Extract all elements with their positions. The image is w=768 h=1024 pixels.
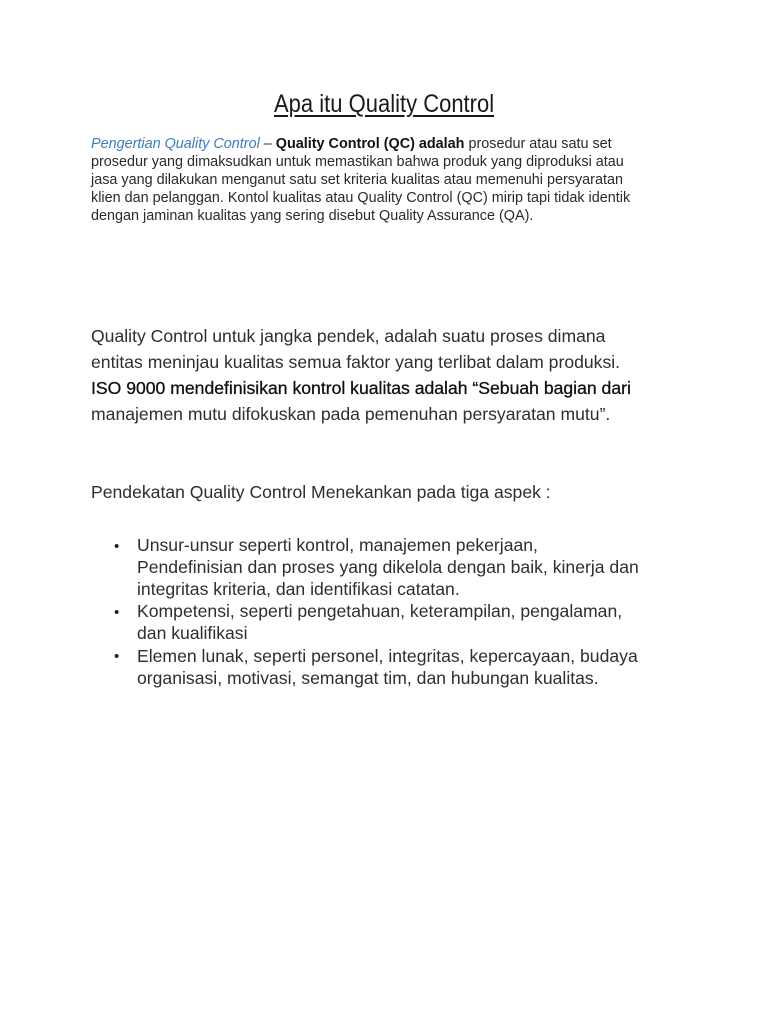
paragraph-line: Quality Control untuk jangka pendek, adalah suatu proses dimana — [91, 326, 606, 346]
bullet-icon: • — [114, 604, 120, 621]
list-item: Elemen lunak, seperti personel, integritas, kepercayaan, budaya — [137, 646, 638, 666]
intro-line: Pengertian Quality Control – Quality Control (QC) adalah prosedur atau satu set — [91, 136, 612, 152]
list-item: organisasi, motivasi, semangat tim, dan hubungan kualitas. — [137, 668, 599, 688]
paragraph-line: ISO 9000 mendefinisikan kontrol kualitas adalah “Sebuah bagian dari — [91, 378, 631, 398]
list-item: dan kualifikasi — [137, 623, 248, 643]
bullet-icon: • — [114, 538, 120, 555]
intro-line: prosedur yang dimaksudkan untuk memastikan bahwa produk yang diproduksi atau — [91, 154, 624, 170]
pengertian-link[interactable]: Pengertian Quality Control — [91, 136, 260, 152]
list-item: Kompetensi, seperti pengetahuan, keterampilan, pengalaman, — [137, 601, 623, 621]
bullet-icon: • — [114, 648, 120, 665]
paragraph-line: manajemen mutu difokuskan pada pemenuhan persyaratan mutu”. — [91, 404, 611, 424]
aspects-intro: Pendekatan Quality Control Menekankan pada tiga aspek : — [91, 482, 551, 502]
page-title: Apa itu Quality Control — [273, 90, 495, 118]
list-item: integritas kriteria, dan identifikasi catatan. — [137, 579, 460, 599]
list-item: Pendefinisian dan proses yang dikelola dengan baik, kinerja dan — [137, 557, 639, 577]
intro-line: dengan jaminan kualitas yang sering disebut Quality Assurance (QA). — [91, 208, 534, 224]
intro-line: jasa yang dilakukan menganut satu set kriteria kualitas atau memenuhi persyaratan — [91, 172, 623, 188]
list-item: Unsur-unsur seperti kontrol, manajemen pekerjaan, — [137, 535, 538, 555]
intro-line: klien dan pelanggan. Kontol kualitas atau Quality Control (QC) mirip tapi tidak identik — [91, 190, 631, 206]
paragraph-line: entitas meninjau kualitas semua faktor yang terlibat dalam produksi. — [91, 352, 621, 372]
